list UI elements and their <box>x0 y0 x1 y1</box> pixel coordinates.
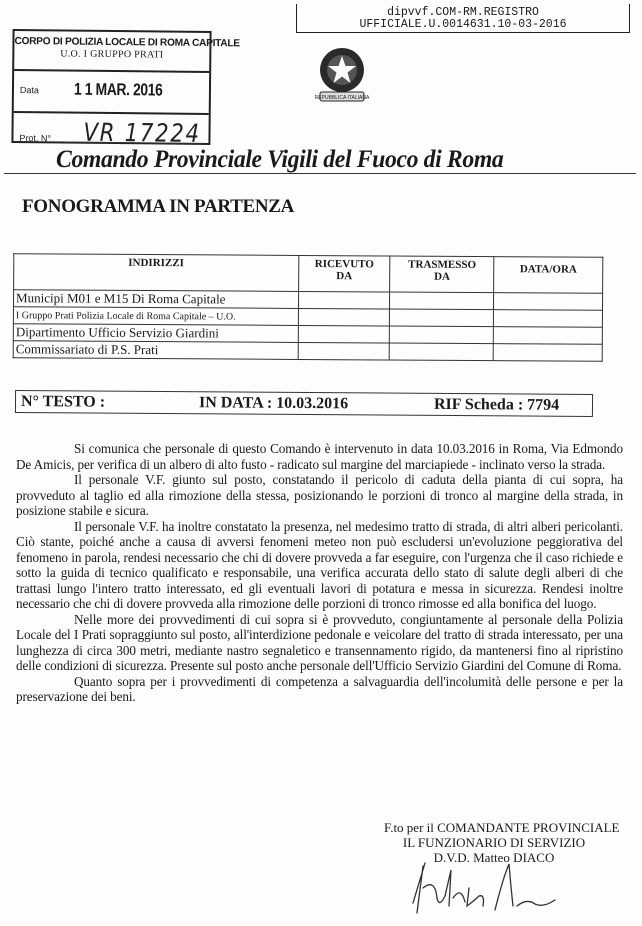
stamp-protocol-value: VR 17224 <box>83 117 201 148</box>
document-type-heading: FONOGRAMMA IN PARTENZA <box>22 196 295 217</box>
body-paragraph: Il personale V.F. ha inoltre constatato la presenza, nel medesimo tratto di strada, di altri alberi pericolanti. Ciò stante, poiché anche a causa di avversi fenomeni meteo non può escludersi un'evoluzione peggiorativa del fenomeno in parola, rendesi necessario che chi di dovere provveda a far eseguire, con l'urgenza che il caso richiede e sotto la guida di tecnico qualificato e responsabile, una verifica accurata dello stato di salute degli alberi di che trattasi lungo l'intero tratto interessato, ed gli eventuali lavori di potatura e messa in sicurezza. Rendesi inoltre necessario che chi di dovere provveda alla rimozione delle porzioni di tronco rimosse ed alla bonifica del luogo. <box>16 518 623 611</box>
date-time-cell <box>494 293 603 311</box>
registry-line-2: UFFICIALE.U.0014631.10-03-2016 <box>359 18 567 31</box>
address-table <box>13 253 604 362</box>
body-paragraph: Il personale V.F. giunto sul posto, constatando il pericolo di caduta della pianta di cui sopra, ha provveduto al taglio ed alla rimozione della stessa, posizionando le porzioni di tronco al margine della strada, in posizione stabile e sicura. <box>16 472 623 518</box>
stamp-protocol-label: Prot. N° <box>19 133 52 144</box>
italian-republic-emblem-icon <box>312 44 372 106</box>
col-header-date-time: DATA/ORA <box>494 257 603 294</box>
date-time-cell <box>493 344 602 362</box>
stamp-date-label: Data <box>19 85 40 96</box>
table-header-row <box>14 254 603 294</box>
col-header-received <box>298 255 390 292</box>
col-header-addresses: INDIRIZZI <box>14 254 299 292</box>
signature-stroke <box>413 863 555 913</box>
body-paragraph: Si comunica che personale di questo Comando è intervenuto in data 10.03.2016 in Roma, Via Edmondo De Amicis, per verifica di un albero di alto fusto - radicato sul margine del marciapiede - inclinato verso la strada. <box>16 441 623 472</box>
signature-line-3: D.V.D. Matteo DIACO <box>433 850 555 865</box>
address-cell: Dipartimento Ufficio Servizio Giardini <box>13 324 298 343</box>
col-header-transmitted <box>390 256 494 293</box>
message-body <box>16 441 623 705</box>
received-cell <box>298 325 390 343</box>
address-cell: Commissariato di P.S. Prati <box>13 341 298 360</box>
transmitted-cell <box>390 292 494 310</box>
title-underline <box>4 173 636 174</box>
reference-sheet: RIF Scheda : 7794 <box>433 395 560 414</box>
page-title: Comando Provinciale Vigili del Fuoco di Roma <box>56 144 504 173</box>
stamp-unit: U.O. I GRUPPO PRATI <box>60 48 164 61</box>
body-paragraph: Quanto sopra per i provvedimenti di competenza a salvaguardia dell'incolumità delle persone e per la preservazione dei beni. <box>16 673 623 704</box>
received-cell <box>298 342 390 360</box>
address-cell: Municipi M01 e M15 Di Roma Capitale <box>13 290 298 309</box>
stamp-header <box>14 35 240 73</box>
date-time-cell <box>494 310 603 328</box>
address-cell: I Gruppo Prati Polizia Locale di Roma Capitale – U.O. <box>13 307 298 326</box>
transmitted-cell <box>390 309 494 327</box>
signature-line-2: IL FUNZIONARIO DI SERVIZIO <box>402 835 586 850</box>
registry-box <box>296 4 630 33</box>
body-paragraph: Nelle more dei provvedimenti di cui sopra si è provveduto, congiuntamente al personale della Polizia Locale del I Prati sopraggiunto sul posto, all'interdizione pedonale e veicolare del tratto di strada interessato, per una lunghezza di circa 300 metri, mediante nastro segnaletico e transennamento rigido, da mantenersi fino al ripristino delle condizioni di sicurezza. Presente sul posto anche personale dell'Ufficio Servizio Giardini del Comune di Roma. <box>16 611 623 673</box>
col-header-transmitted-line-2: DA <box>434 270 451 283</box>
signature-line-1: F.to per il COMANDANTE PROVINCIALE <box>384 820 620 835</box>
col-header-received-line-1: RICEVUTO <box>314 258 374 271</box>
table-row <box>13 341 602 362</box>
registry-line-1: dipvvf.COM-RM.REGISTRO <box>387 6 539 19</box>
received-cell <box>298 308 390 326</box>
col-header-transmitted-line-1: TRASMESSO <box>408 258 477 272</box>
transmitted-cell <box>390 343 494 361</box>
transmitted-cell <box>390 326 494 344</box>
protocol-stamp <box>11 29 240 148</box>
stamp-date-row <box>14 71 209 115</box>
received-cell <box>298 291 390 309</box>
emblem-caption: REPUBBLICA ITALIANA <box>314 95 370 101</box>
text-reference-box <box>15 390 593 417</box>
stamp-date-value: 1 1 MAR. 2016 <box>73 79 163 100</box>
handwritten-signature <box>395 858 585 918</box>
stamp-organization: CORPO DI POLIZIA LOCALE DI ROMA CAPITALE <box>14 35 240 50</box>
date-time-cell <box>494 327 603 345</box>
text-number-label: N° TESTO : <box>20 393 106 411</box>
col-header-received-line-2: DA <box>336 270 353 283</box>
text-date: IN DATA : 10.03.2016 <box>198 394 349 413</box>
